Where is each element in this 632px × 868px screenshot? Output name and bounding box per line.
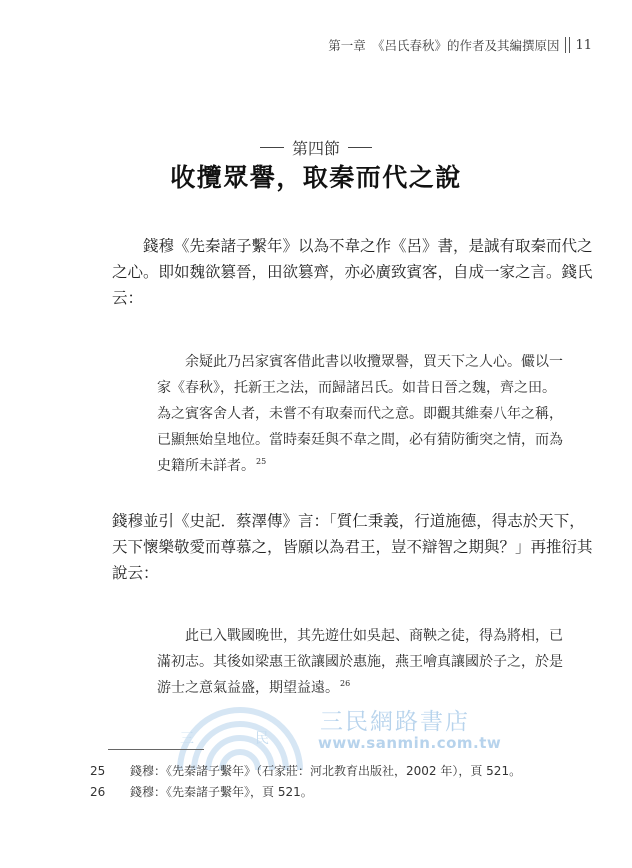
paragraph-line: 之心。即如魏欲篡晉，田欲篡齊，亦必廣致賓客，自成一家之言。錢氏 xyxy=(112,263,593,281)
quote-line: 滿初志。其後如梁惠王欲讓國於惠施，燕王噲真讓國於子之，於是 xyxy=(157,654,563,670)
quote-line: 已顯無始皇地位。當時秦廷與不韋之間，必有猜防衝突之情，而為 xyxy=(157,432,563,448)
quote-line-text: 史籍所未詳者。 xyxy=(157,458,255,474)
watermark-url: www.sanmin.com.tw xyxy=(318,734,502,752)
footnote-reference[interactable]: 26 xyxy=(340,679,351,688)
body-paragraph-1 xyxy=(112,233,593,311)
quote-line-text: 游士之意氣益盛，期望益遠。 xyxy=(157,680,339,696)
section-rule-left xyxy=(260,147,284,148)
quote-line: 為之賓客舍人者，未嘗不有取秦而代之意。即觀其維秦八年之稱， xyxy=(157,406,563,422)
running-header xyxy=(328,36,592,54)
footnote xyxy=(90,783,313,800)
footnote-reference[interactable]: 25 xyxy=(256,457,267,466)
watermark-char: 民 xyxy=(255,731,269,747)
chapter-title: 第一章 《呂氏春秋》的作者及其編撰原因 xyxy=(328,38,560,53)
paragraph-line: 說云： xyxy=(112,564,159,582)
quote-line: 此已入戰國晚世，其先遊仕如吳起、商鞅之徒，得為將相，已 xyxy=(157,628,563,644)
section-label xyxy=(0,136,632,159)
footnote xyxy=(90,762,521,779)
quote-line xyxy=(157,453,567,479)
quote-line xyxy=(157,675,567,701)
block-quote-2 xyxy=(157,623,567,701)
block-quote-1 xyxy=(157,349,567,479)
body-paragraph-2 xyxy=(112,508,593,586)
watermark-char: 三 xyxy=(180,731,194,747)
quote-line: 家《春秋》，托新王之法，而歸諸呂氏。如昔日晉之魏，齊之田。 xyxy=(157,380,556,396)
watermark-store-name: 三民網路書店 xyxy=(320,709,470,735)
quote-line: 余疑此乃呂家賓客借此書以收攬眾譽，買天下之人心。儼以一 xyxy=(157,354,563,370)
footnote-text: 錢穆：《先秦諸子繫年》（石家莊：河北教育出版社，2002 年），頁 521。 xyxy=(130,764,522,778)
footnote-text: 錢穆：《先秦諸子繫年》，頁 521。 xyxy=(130,785,313,799)
header-divider xyxy=(565,37,570,53)
footnote-divider xyxy=(108,749,204,750)
paragraph-line: 云： xyxy=(112,289,144,307)
footnote-number: 26 xyxy=(90,785,106,799)
paragraph-line: 錢穆《先秦諸子繫年》以為不韋之作《呂》書，是誠有取秦而代之 xyxy=(112,237,593,255)
page-number: 11 xyxy=(575,37,592,53)
section-rule-right xyxy=(348,147,372,148)
section-number: 第四節 xyxy=(291,139,340,158)
footnote-number: 25 xyxy=(90,764,106,778)
paragraph-line: 天下懷樂敬愛而尊慕之，皆願以為君王，豈不辯智之期與？」再推衍其 xyxy=(112,538,593,556)
section-title: 收攬眾譽，取秦而代之說 xyxy=(170,163,462,192)
paragraph-line: 錢穆並引《史記．蔡澤傳》言：「質仁秉義，行道施德，得志於天下， xyxy=(112,512,585,530)
